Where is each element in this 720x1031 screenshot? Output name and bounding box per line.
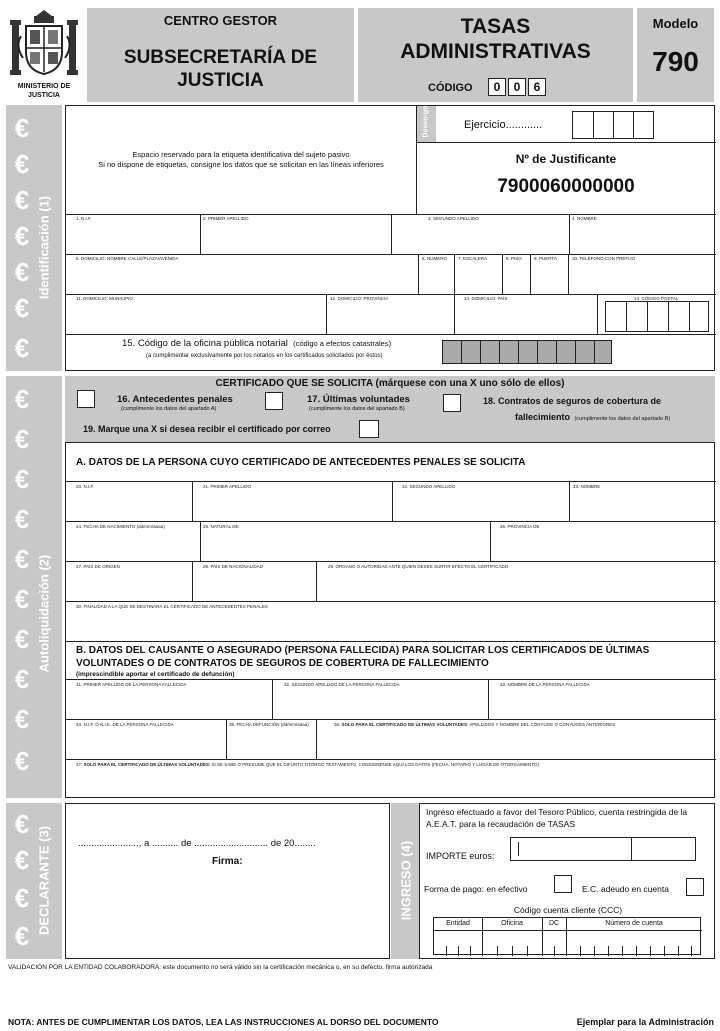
section-b-sub: (imprescindible aportar el certificado de defunción): [76, 671, 235, 678]
euro-icon: €: [14, 504, 30, 534]
field-label: 3. SEGUNDO APELLIDO: [428, 216, 479, 221]
section3-title: DECLARANTE (3): [36, 825, 52, 936]
a-fecha-nacimiento-input[interactable]: [67, 530, 199, 560]
section1-title: Identificación (1): [36, 195, 52, 300]
euro-icon: €: [14, 809, 30, 839]
euro-icon: €: [14, 185, 30, 215]
a-pais-origen-input[interactable]: [67, 570, 191, 600]
euro-icon: €: [14, 333, 30, 363]
a-natural-input[interactable]: [201, 530, 489, 560]
euro-icon: €: [14, 293, 30, 323]
firma-label: Firma:: [212, 856, 243, 867]
ccc-entidad-label: Entidad: [446, 920, 470, 927]
field-label: 14. CÓDIGO POSTAL: [634, 296, 679, 301]
section2-title: Autoliquidación (2): [36, 554, 52, 673]
field-label: 34. N.I.F. Ó N.I.E. DE LA PERSONA FALLECIDA: [76, 722, 174, 727]
euro-icon: €: [14, 149, 30, 179]
a-finalidad-input[interactable]: [67, 610, 715, 640]
field-label: 28. PAÍS DE NACIONALIDAD: [203, 564, 263, 569]
field-label: 33. NOMBRE DE LA PERSONA FALLECIDA: [500, 682, 590, 687]
seguros-checkbox[interactable]: [443, 394, 461, 412]
euro-icon: €: [14, 883, 30, 913]
field-label: 6. NÚMERO: [422, 256, 448, 261]
section-b-title-1: B. DATOS DEL CAUSANTE O ASEGURADO (PERSONA FALLECIDA) PARA SOLICITAR LOS CERTIFICADOS DE ÚLTIMAS: [76, 645, 650, 656]
field-label: 27. PAÍS DE ORIGEN: [76, 564, 120, 569]
codigo-digit-1: 0: [488, 78, 506, 96]
field-label: 8. PISO: [506, 256, 522, 261]
modelo-box: [637, 8, 714, 102]
apellido1-input[interactable]: [201, 222, 390, 253]
opt17-label: 17. Últimas voluntades: [307, 394, 410, 405]
centro-gestor-box: [87, 8, 354, 102]
justificante-number: 7900060000000: [497, 176, 635, 197]
field-label: 30. FINALIDAD A LA QUE SE DESTINARÁ EL CERTIFICADO DE ANTECEDENTES PENALES: [76, 604, 268, 609]
codigo-digit-2: 0: [508, 78, 526, 96]
field-label: 1. N.I.F.: [76, 216, 92, 221]
b-apellido1-input[interactable]: [67, 688, 271, 718]
euro-icon: €: [14, 624, 30, 654]
field-label: 13. DOMICILIO: PAÍS: [464, 296, 508, 301]
field-label: 22. SEGUNDO APELLIDO: [402, 484, 456, 489]
justificante-label: Nº de Justificante: [515, 152, 617, 166]
modelo-label: Modelo: [652, 16, 699, 31]
nif-input[interactable]: [67, 222, 199, 253]
euro-icon: €: [14, 845, 30, 875]
euro-icon: €: [14, 221, 30, 251]
euro-icon: €: [14, 746, 30, 776]
pais-input[interactable]: [455, 302, 596, 333]
field-label: 2. PRIMER APELLIDO: [203, 216, 249, 221]
section4-sidebar: [391, 803, 419, 959]
field-label: 24. FECHA DE NACIMIENTO (dd/mm/aaaa): [76, 524, 165, 529]
piso-input[interactable]: [503, 262, 529, 293]
b-testamento-input[interactable]: [67, 768, 715, 798]
provincia-input[interactable]: [327, 302, 453, 333]
f15-label: 15. Código de la oficina pública notarial (código a efectos catastrales): [122, 338, 392, 349]
devengo-box: [416, 106, 436, 142]
field-label: 23. NOMBRE: [573, 484, 601, 489]
adeudo-label: E.C. adeudo en cuenta: [582, 884, 669, 894]
numero-input[interactable]: [419, 262, 453, 293]
field-label: 29. ÓRGANO O AUTORIDAD ANTE QUIEN DESEE SURTIR EFECTO EL CERTIFICADO: [328, 564, 509, 569]
euro-icon: €: [14, 464, 30, 494]
codigo-postal-input[interactable]: [605, 301, 709, 332]
date-line[interactable]: ......................., a .......... de ............................ de 20........: [78, 838, 316, 849]
nombre-input[interactable]: [570, 222, 715, 253]
section-a-title: A. DATOS DE LA PERSONA CUYO CERTIFICADO DE ANTECEDENTES PENALES SE SOLICITA: [76, 457, 526, 468]
b-fecha-defuncion-input[interactable]: [227, 728, 315, 758]
ejercicio-label: Ejercicio............: [464, 119, 543, 131]
opt18-label-2: fallecimiento (cumplimente los datos del apartado B): [515, 412, 671, 422]
centro-gestor-name: SUBSECRETARÍA DE JUSTICIA: [123, 47, 318, 91]
field-label: 4. NOMBRE: [572, 216, 597, 221]
euro-icon: €: [14, 921, 30, 951]
importe-label: IMPORTE euros:: [426, 851, 495, 861]
a-apellido1-input[interactable]: [193, 490, 391, 520]
a-organo-input[interactable]: [317, 570, 715, 600]
cert-title: CERTIFICADO QUE SE SOLICITA (márquese con una X uno sólo de ellos): [215, 378, 565, 389]
field-label: 37. SOLO PARA EL CERTIFICADO DE ÚLTIMAS VOLUNTADES: SI SE SABE O PRESUME QUE EL DIFUNTO OTORGÓ TESTAMENTO, CONSÍGNENSE AQUÍ LOS DATOS (FECHA, NOTARIO Y LUGAR DE OTORGAMIENTO): [76, 762, 539, 767]
field-label: 26. PROVINCIA DE: [500, 524, 540, 529]
euro-icon: €: [14, 544, 30, 574]
codigo-label: CÓDIGO: [428, 82, 473, 94]
escalera-input[interactable]: [455, 262, 501, 293]
footer-ejemplar: Ejemplar para la Administración: [576, 1017, 714, 1027]
pago-efectivo-label: Forma de pago: en efectivo: [424, 884, 528, 894]
firma-area[interactable]: [67, 870, 389, 958]
field-label: 36. SOLO PARA EL CERTIFICADO DE ÚLTIMAS VOLUNTADES: APELLIDOS Y NOMBRE DEL CÓNYUGE Ó CÓNYUGES ANTERIORES: [334, 722, 616, 727]
ccc-cuenta-label: Número de cuenta: [605, 920, 663, 927]
ingreso-text-1: Ingreso efectuado a favor del Tesoro Público, cuenta restringida de la: [426, 807, 688, 817]
ministry-logo-block: [6, 6, 82, 102]
a-nombre-input[interactable]: [570, 490, 715, 520]
opt19-label: 19. Marque una X si desea recibir el certificado por correo: [83, 424, 331, 434]
b-conyuge-input[interactable]: [317, 728, 715, 758]
field-label: 12. DOMICILIO: PROVINCIA: [330, 296, 389, 301]
cert-selection-box: [65, 376, 715, 442]
b-apellido2-input[interactable]: [273, 688, 487, 718]
notarial-code-input[interactable]: [442, 340, 612, 364]
euro-icon: €: [14, 704, 30, 734]
municipio-input[interactable]: [67, 302, 325, 333]
section2-sidebar: [6, 376, 62, 798]
coat-of-arms-icon: [6, 6, 82, 84]
field-label: 9. PUERTA: [534, 256, 557, 261]
field-label: 5. DOMICILIO: NOMBRE CALLE/PLAZA/AVENIDA: [76, 256, 179, 261]
euro-icon: €: [14, 664, 30, 694]
efectivo-checkbox[interactable]: [554, 875, 572, 893]
domicilio-input[interactable]: [67, 262, 417, 293]
opt16-label: 16. Antecedentes penales: [117, 394, 233, 405]
validacion-text: VALIDACIÓN POR LA ENTIDAD COLABORADORA: este documento no será válido sin la certificación mecánica o, en su defecto, firma autorizada: [8, 964, 433, 971]
section3-sidebar: [6, 803, 62, 959]
ccc-dc-label: DC: [548, 920, 560, 927]
euro-icon: €: [14, 257, 30, 287]
b-nif-input[interactable]: [67, 728, 225, 758]
modelo-number: 790: [652, 46, 699, 77]
euro-icon: €: [14, 384, 30, 414]
a-nif-input[interactable]: [67, 490, 191, 520]
puerta-input[interactable]: [531, 262, 567, 293]
correo-checkbox[interactable]: [359, 420, 379, 438]
section1-form: [65, 105, 715, 371]
apellido2-input[interactable]: [392, 222, 568, 253]
field-label: 25. NATURAL DE: [203, 524, 239, 529]
section2-form: [65, 442, 715, 798]
field-label: 35. FECHA DEFUNCIÓN (dd/mm/aaaa): [229, 722, 309, 727]
opt17-sub: (cumplimente los datos del apartado B): [309, 406, 405, 412]
section4-form: [419, 803, 715, 959]
tasas-title: TASAS ADMINISTRATIVAS: [400, 15, 591, 63]
euro-icon: €: [14, 584, 30, 614]
section3-form: [65, 803, 390, 959]
validacion-area: [8, 974, 714, 1014]
field-label: 21. PRIMER APELLIDO: [203, 484, 252, 489]
f15-sub: (a cumplimentar exclusivamente por los notarios en los certificados solicitados por éstos): [146, 353, 383, 359]
field-label: 20. N.I.F.: [76, 484, 95, 489]
antecedentes-checkbox[interactable]: [77, 390, 95, 408]
ccc-oficina-label: Oficina: [501, 920, 523, 927]
b-nombre-input[interactable]: [489, 688, 715, 718]
field-label: 7. ESCALERA: [458, 256, 488, 261]
label-space-text-2: Si no dispone de etiquetas, consigne los datos que se solicitan en las líneas inferiores: [98, 160, 384, 169]
ultimas-voluntades-checkbox[interactable]: [265, 392, 283, 410]
tasas-title-box: [358, 8, 633, 102]
ccc-label: Código cuenta cliente (CCC): [513, 905, 623, 915]
centro-gestor-label: CENTRO GESTOR: [163, 13, 278, 28]
a-apellido2-input[interactable]: [393, 490, 568, 520]
a-provincia-input[interactable]: [491, 530, 715, 560]
importe-input[interactable]: [510, 837, 696, 861]
section-b-title-2: VOLUNTADES O DE CONTRATOS DE SEGUROS DE COBERTURA DE FALLECIMIENTO: [76, 658, 489, 669]
opt18-label-1: 18. Contratos de seguros de cobertura de: [483, 396, 662, 406]
field-label: 10. TELÉFONO CON PREFIJO: [572, 256, 636, 261]
ejercicio-input[interactable]: [572, 111, 654, 139]
a-pais-nacionalidad-input[interactable]: [193, 570, 315, 600]
section1-sidebar: [6, 105, 62, 371]
label-space-text-1: Espacio reservado para la etiqueta identificativa del sujeto pasivo: [132, 150, 350, 159]
field-label: 11. DOMICILIO: MUNICIPIO: [76, 296, 133, 301]
adeudo-checkbox[interactable]: [686, 878, 704, 896]
section4-title: INGRESO (4): [398, 840, 414, 921]
opt16-sub: (cumplimente los datos del apartado A): [121, 406, 217, 412]
ministry-name: MINISTERIO DE JUSTICIA: [17, 83, 71, 99]
telefono-input[interactable]: [569, 262, 715, 293]
euro-icon: €: [14, 424, 30, 454]
field-label: 32. SEGUNDO APELLIDO DE LA PERSONA FALLECIDA: [284, 682, 400, 687]
ingreso-text-2: A.E.A.T. para la recaudación de TASAS: [426, 819, 575, 829]
euro-icon: €: [14, 113, 30, 143]
codigo-digit-3: 6: [528, 78, 546, 96]
field-label: 31. PRIMER APELLIDO DE LA PERSONA FALLECIDA: [76, 682, 187, 687]
ccc-input[interactable]: [433, 917, 701, 955]
devengo-label: Deven-go: [422, 105, 430, 138]
footer-note: NOTA: ANTES DE CUMPLIMENTAR LOS DATOS, LEA LAS INSTRUCCIONES AL DORSO DEL DOCUMENTO: [8, 1017, 439, 1027]
